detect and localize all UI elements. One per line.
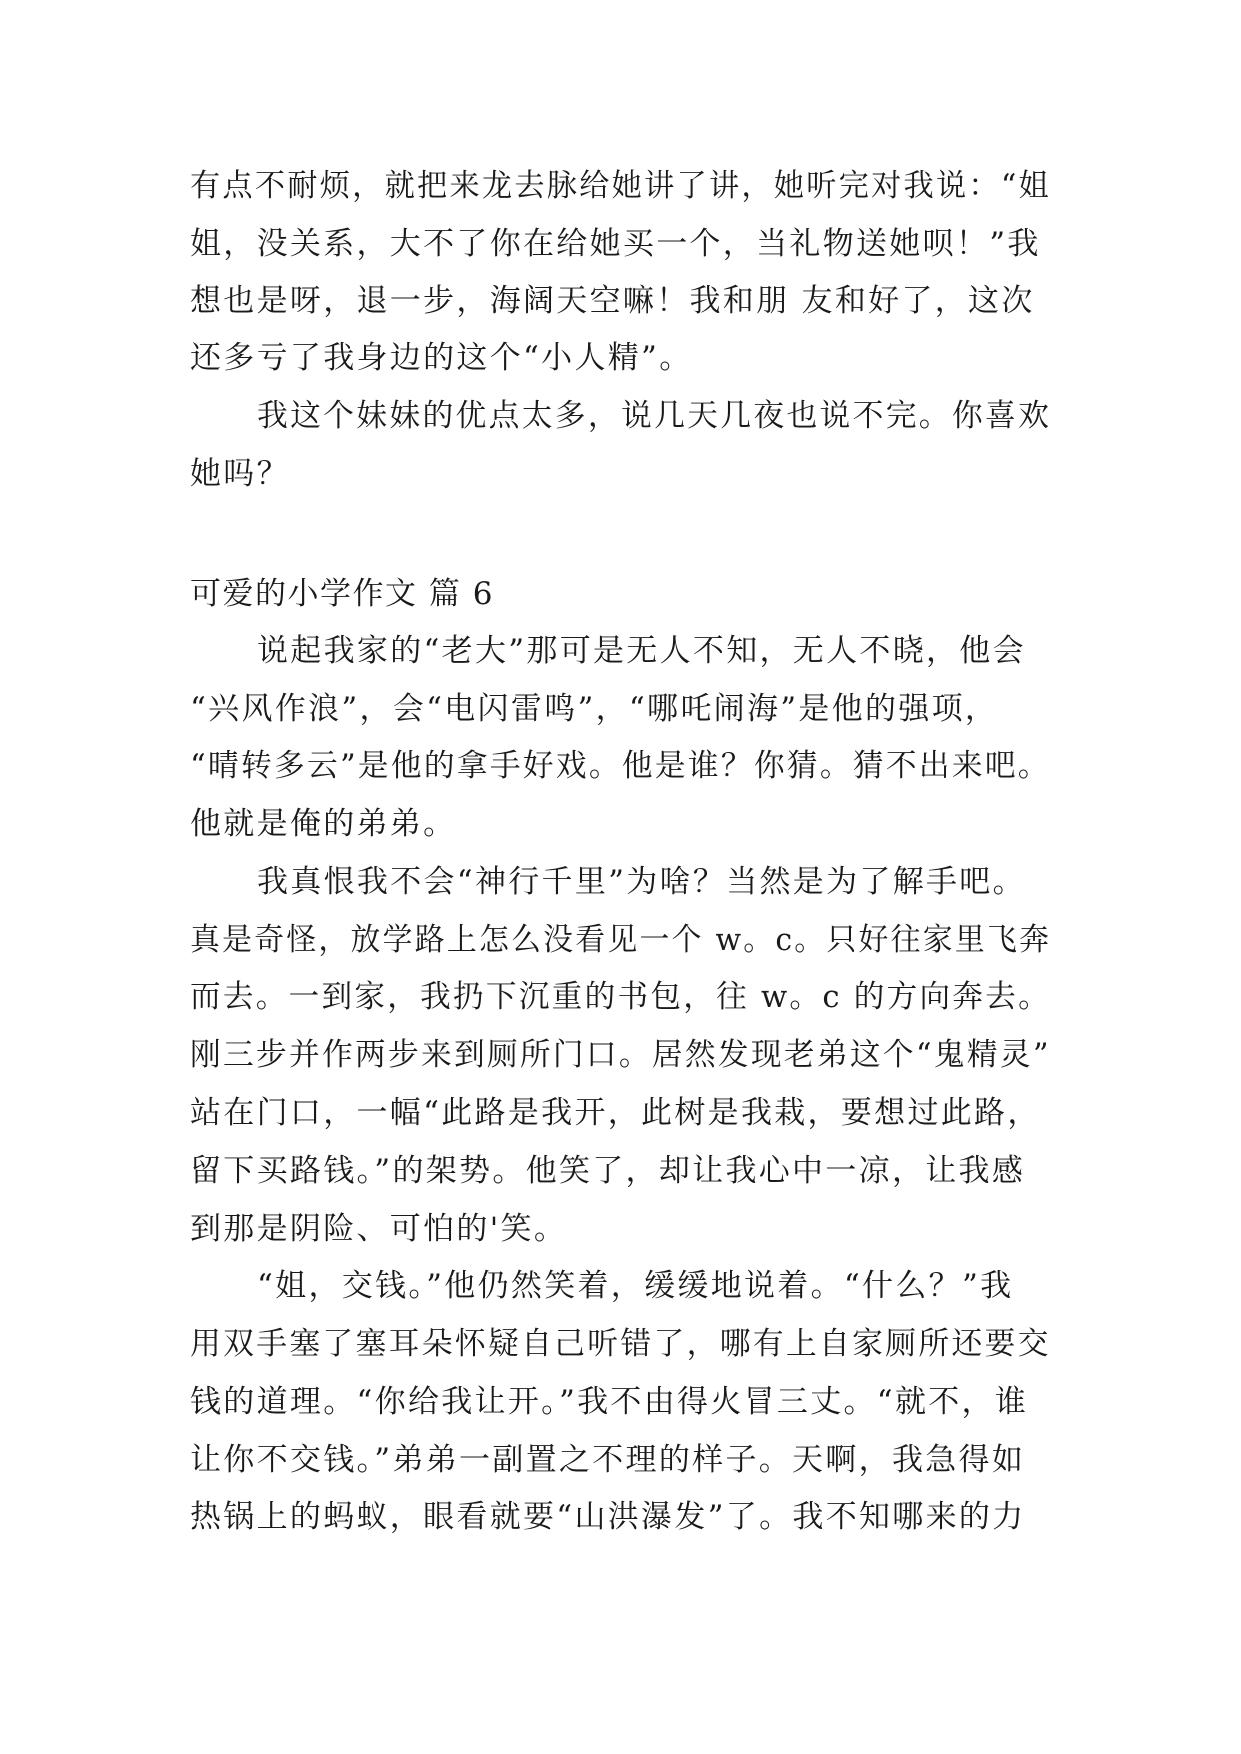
text-line: 有点不耐烦，就把来龙去脉给她讲了讲，她听完对我说：“姐: [190, 168, 1051, 204]
text-line: 说起我家的“老大”那可是无人不知，无人不晓，他会: [257, 633, 1026, 669]
text-line: 想也是呀，退一步，海阔天空嘛！我和朋 友和好了，这次: [190, 283, 1035, 319]
text-line: “兴风作浪”，会“电闪雷鸣”，“哪吒闹海”是他的强项，: [190, 691, 999, 727]
text-line: 留下买路钱。”的架势。他笑了，却让我心中一凉，让我感: [190, 1153, 1026, 1189]
text-line: 钱的道理。“你给我让开。”我不由得火冒三丈。“就不，谁: [190, 1384, 1029, 1420]
text-line: 热锅上的蚂蚁，眼看就要“山洪瀑发”了。我不知哪来的力: [190, 1499, 1026, 1535]
text-line: “姐，交钱。”他仍然笑着，缓缓地说着。“什么？”我: [257, 1268, 1014, 1304]
text-line: 让你不交钱。”弟弟一副置之不理的样子。天啊，我急得如: [190, 1442, 1026, 1478]
text-line: 还多亏了我身边的这个“小人精”。: [190, 340, 693, 376]
text-line: 而去。一到家，我扔下沉重的书包，往 w。c 的方向奔去。: [190, 979, 1052, 1015]
text-line: 她吗？: [190, 456, 290, 492]
text-line: 我这个妹妹的优点太多，说几天几夜也说不完。你喜欢: [257, 398, 1052, 434]
text-line: “晴转多云”是他的拿手好戏。他是谁？你猜。猜不出来吧。: [190, 748, 1051, 784]
text-line: 站在门口，一幅“此路是我开，此树是我栽，要想过此路，: [190, 1095, 1041, 1131]
text-line: 姐，没关系，大不了你在给她买一个，当礼物送她呗！”我: [190, 226, 1041, 262]
section-heading: 可爱的小学作文 篇 6: [190, 576, 494, 612]
text-line: 我真恨我不会“神行千里”为啥？当然是为了解手吧。: [257, 864, 1026, 900]
text-line: 真是奇怪，放学路上怎么没看见一个 w。c。只好往家里飞奔: [190, 922, 1052, 958]
text-line: 刚三步并作两步来到厕所门口。居然发现老弟这个“鬼精灵”: [190, 1037, 1051, 1073]
text-line: 到那是阴险、可怕的'笑。: [190, 1211, 568, 1247]
text-line: 用双手塞了塞耳朵怀疑自己听错了，哪有上自家厕所还要交: [190, 1326, 1051, 1362]
text-line: 他就是俺的弟弟。: [190, 806, 457, 842]
